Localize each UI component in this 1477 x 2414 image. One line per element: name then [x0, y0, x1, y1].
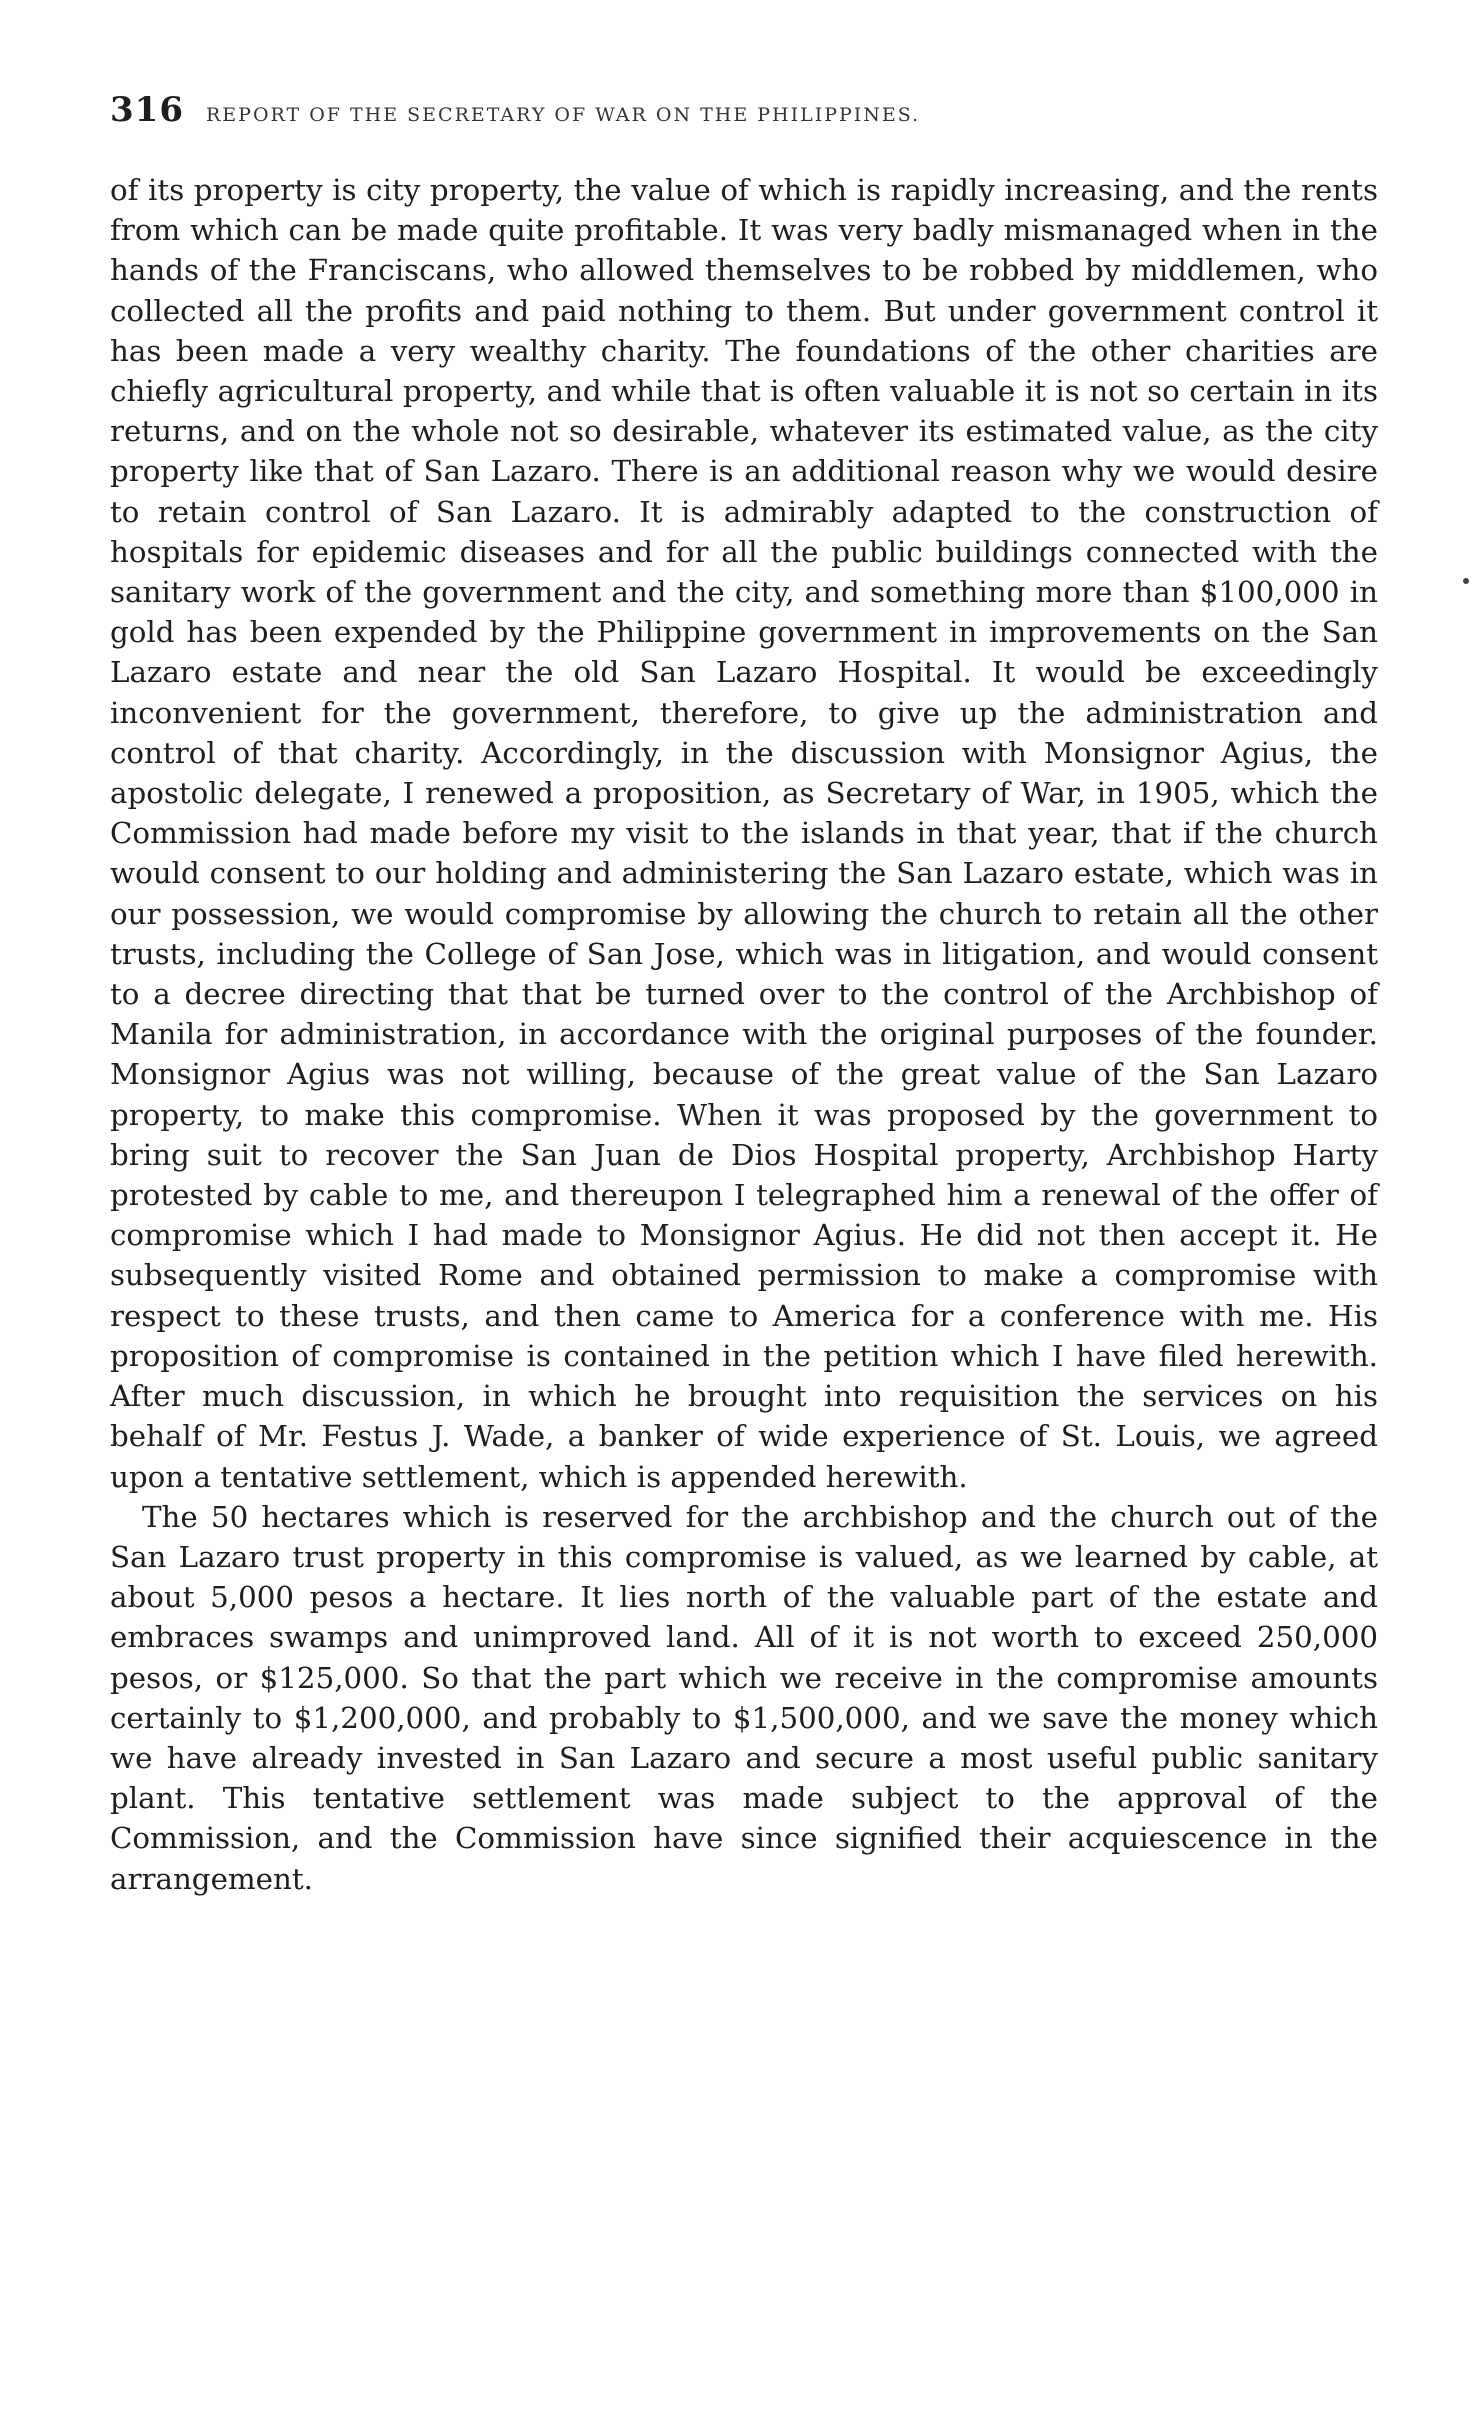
running-head: [110, 90, 1378, 140]
paragraph: The 50 hectares which is reserved for the archbishop and the church out of the San Lazaro trust property in this compromise is valued, as we learned by cable, at about 5,000 pesos a hectare. It lies north of the valuable part of the estate and embraces swamps and unimproved land. All of it is not worth to exceed 250,000 pesos, or $125,000. So that the part which we receive in the compromise amounts certainly to $1,200,000, and probably to $1,500,000, and we save the money which we have already invested in San Lazaro and secure a most useful public sanitary plant. This tentative settlement was made subject to the approval of the Commission, and the Commission have since signified their acquiescence in the arrangement.: [110, 1499, 1378, 1896]
document-page: [110, 90, 1378, 1899]
running-title: REPORT OF THE SECRETARY OF WAR ON THE PHILIPPINES.: [205, 104, 921, 126]
body-text: [110, 170, 1378, 1899]
margin-dot: [1463, 578, 1469, 584]
paragraph-continued: of its property is city property, the value of which is rapidly increasing, and the rents from which can be made quite profitable. It was very badly mismanaged when in the hands of the Franciscans, who allowed themselves to be robbed by middlemen, who collected all the profits and paid nothing to them. But under government control it has been made a very wealthy charity. The foundations of the other charities are chiefly agricultural property, and while that is often valuable it is not so certain in its returns, and on the whole not so desirable, whatever its estimated value, as the city property like that of San Lazaro. There is an additional reason why we would desire to retain control of San Lazaro. It is admirably adapted to the construction of hospitals for epidemic diseases and for all the public buildings connected with the sanitary work of the government and the city, and something more than $100,000 in gold has been expended by the Philippine government in improvements on the San Lazaro estate and near the old San Lazaro Hospital. It would be exceedingly inconvenient for the government, therefore, to give up the administration and control of that charity. Accordingly, in the discussion with Monsignor Agius, the apostolic delegate, I renewed a proposition, as Secretary of War, in 1905, which the Commission had made before my visit to the islands in that year, that if the church would consent to our holding and administering the San Lazaro estate, which was in our possession, we would compromise by allowing the church to retain all the other trusts, including the College of San Jose, which was in litigation, and would consent to a decree directing that that be turned over to the control of the Archbishop of Manila for administration, in accordance with the original purposes of the founder. Monsignor Agius was not willing, because of the great value of the San Lazaro property, to make this compromise. When it was proposed by the government to bring suit to recover the San Juan de Dios Hospital property, Archbishop Harty protested by cable to me, and thereupon I telegraphed him a renewal of the offer of compromise which I had made to Monsignor Agius. He did not then accept it. He subsequently visited Rome and obtained permission to make a compromise with respect to these trusts, and then came to America for a conference with me. His proposition of compromise is contained in the petition which I have filed herewith. After much discussion, in which he brought into requisition the services on his behalf of Mr. Festus J. Wade, a banker of wide experience of St. Louis, we agreed upon a tentative settlement, which is appended herewith.: [110, 173, 1378, 1494]
page-number: 316: [110, 90, 184, 130]
